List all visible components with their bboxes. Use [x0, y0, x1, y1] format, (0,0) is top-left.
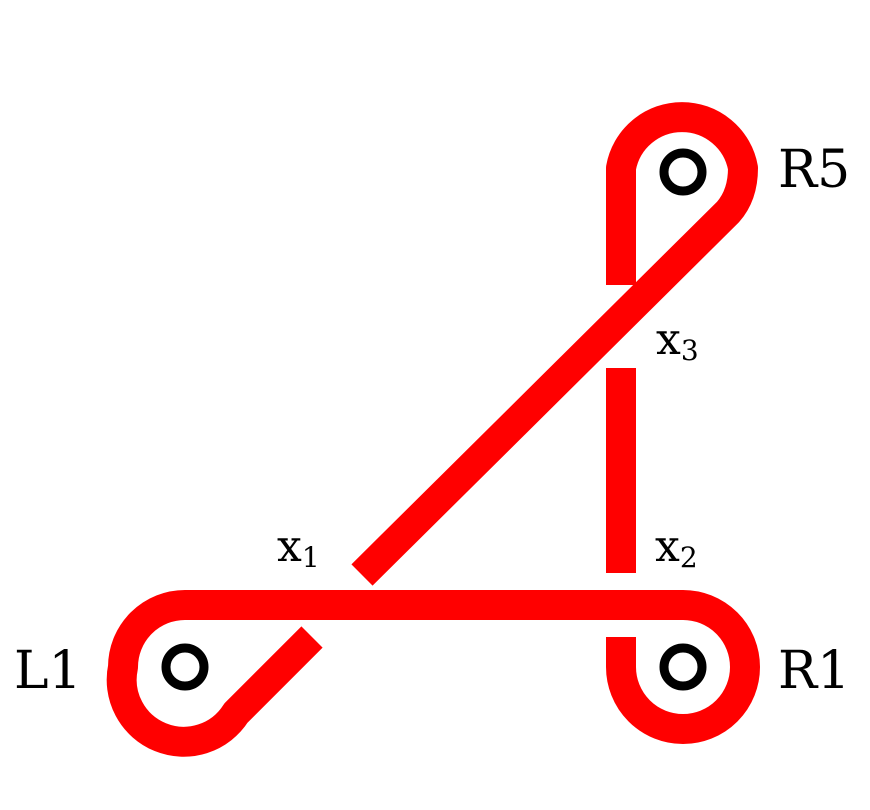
peg-l1	[166, 648, 204, 686]
node-label-r1: R1	[778, 641, 851, 701]
crossing-label-x2-sub: 2	[679, 541, 698, 574]
node-label-l1: L1	[14, 641, 82, 701]
crossing-label-x2-main: x	[655, 521, 680, 572]
peg-r1	[664, 648, 702, 686]
node-label-r5: R5	[778, 140, 851, 200]
strand-l1-loop-horizontal-r1-loop	[122, 605, 745, 742]
peg-r5	[664, 153, 702, 191]
crossing-label-x3-sub: 3	[680, 334, 699, 367]
crossing-label-x2	[655, 521, 698, 574]
crossing-label-x3	[656, 314, 699, 367]
crossing-label-x3-main: x	[656, 314, 681, 365]
crossing-label-x1-sub: 1	[301, 541, 320, 574]
crossing-label-x1	[277, 521, 320, 574]
crossing-label-x1-main: x	[277, 521, 302, 572]
